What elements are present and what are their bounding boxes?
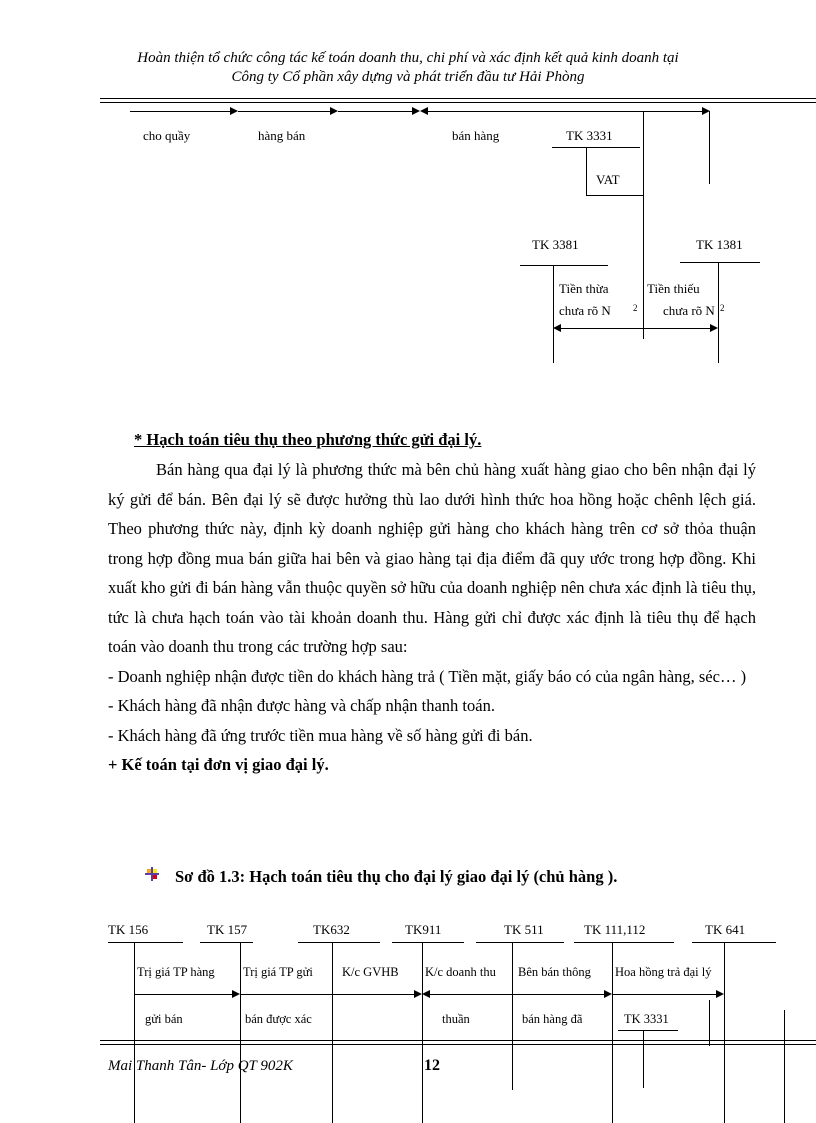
entry-3-line-1: K/c GVHB — [342, 965, 399, 979]
arrowhead-511-111 — [604, 990, 612, 998]
section-heading: * Hạch toán tiêu thụ theo phương thức gửi đại lý. — [134, 430, 482, 449]
account-tk911: TK911 — [405, 922, 442, 937]
tk911-vline — [422, 942, 423, 1123]
tk156-vline — [134, 942, 135, 1123]
d1-label-chua-ro-1: chưa rõ N — [559, 303, 611, 318]
header-line-2: Công ty Cổ phần xây dựng và phát triển đầu tư Hải Phòng — [231, 69, 585, 85]
d1-label-tk1381: TK 1381 — [696, 237, 743, 252]
arrow-111-641 — [612, 994, 716, 995]
footer-author: Mai Thanh Tân- Lớp QT 902K — [108, 1058, 293, 1074]
d1-bottom-arrowhead-left — [553, 324, 561, 332]
tk111-112-rule — [574, 942, 674, 943]
d1-vline-right — [709, 111, 710, 184]
arrow-511-111 — [512, 994, 604, 995]
entry-4-line-1: K/c doanh thu — [425, 965, 496, 979]
arrow-156-157 — [134, 994, 232, 995]
d1-label-sup-2: 2 — [720, 303, 725, 313]
account-tk632: TK632 — [313, 922, 350, 937]
d1-label-tien-thua: Tiền thừa — [559, 281, 609, 296]
bullet-icon — [144, 866, 160, 882]
arrow-511-911 — [430, 994, 512, 995]
d1-tk1381-vline — [718, 262, 719, 363]
tk157-rule — [200, 942, 253, 943]
d1-label-tien-thieu: Tiền thiếu — [647, 281, 700, 296]
tk511-vline — [512, 942, 513, 1090]
subheading: + Kế toán tại đơn vị giao đại lý. — [108, 755, 329, 774]
header-rule-bottom — [100, 102, 816, 103]
d1-tk1381-rule — [680, 262, 760, 263]
d1-bottom-arrowhead-right — [710, 324, 718, 332]
d1-label-tk3331: TK 3331 — [566, 128, 613, 143]
account-tk641: TK 641 — [705, 922, 746, 937]
tk641-vline — [724, 942, 725, 1123]
arrow-632-911 — [332, 994, 414, 995]
tk641-rule — [692, 942, 776, 943]
entry-2-line-1: Trị giá TP gửi — [243, 965, 313, 979]
d1-label-vat: VAT — [596, 172, 620, 187]
d1-vat-line — [586, 195, 643, 196]
account-tk156: TK 156 — [108, 922, 149, 937]
d1-arrow-line-3 — [338, 111, 412, 112]
d1-arrowhead-3 — [412, 107, 420, 115]
diagram-title: Sơ đồ 1.3: Hạch toán tiêu thụ cho đại lý giao đại lý (chủ hàng ). — [175, 867, 618, 886]
tk157-vline — [240, 942, 241, 1123]
tk632-rule — [298, 942, 380, 943]
tk3331-vline — [643, 1030, 644, 1088]
footer-rule-top — [100, 1040, 816, 1041]
d1-arrow-line-2 — [238, 111, 330, 112]
d1-label-sup-1: 2 — [633, 303, 638, 313]
tk3331-rule — [618, 1030, 678, 1031]
account-tk157: TK 157 — [207, 922, 248, 937]
footer-rule-bottom — [100, 1044, 816, 1045]
header-line-1: Hoàn thiện tổ chức công tác kế toán doanh thu, chi phí và xác định kết quả kinh doanh tại — [137, 50, 679, 66]
tk632-vline — [332, 942, 333, 1123]
tk156-rule — [108, 942, 183, 943]
tk111-112-vline — [612, 942, 613, 1123]
d1-arrowhead-2 — [330, 107, 338, 115]
arrowhead-156-157 — [232, 990, 240, 998]
account-tk111-112: TK 111,112 — [584, 922, 646, 937]
entry-1-line-2: gửi bán — [145, 1012, 183, 1026]
d1-label-chua-ro-2: chưa rõ N — [663, 303, 715, 318]
entry-6-line-1: Hoa hồng trả đại lý — [615, 965, 712, 979]
d1-vline-center — [643, 111, 644, 339]
d1-arrowhead-4 — [420, 107, 428, 115]
entry-4-line-2: thuần — [442, 1012, 470, 1026]
d1-bottom-arrow-line — [561, 328, 710, 329]
tk511-rule — [476, 942, 564, 943]
d1-arrow-line-1 — [130, 111, 230, 112]
d1-label-cho-quay: cho quầy — [143, 128, 191, 143]
account-tk511: TK 511 — [504, 922, 544, 937]
list-item-1: - Doanh nghiệp nhận được tiền do khách hàng trả ( Tiền mặt, giấy báo có của ngân hàng, séc… ) — [108, 666, 747, 686]
entry-5-line-2: bán hàng đã — [522, 1012, 583, 1026]
header-rule-top — [100, 98, 816, 99]
entry-2-line-2: bán được xác — [245, 1012, 312, 1026]
d1-label-tk3381: TK 3381 — [532, 237, 579, 252]
tk3331-label: TK 3331 — [624, 1012, 669, 1026]
d1-tk3381-vline — [553, 265, 554, 363]
d1-tk3381-rule — [520, 265, 608, 266]
d1-label-hang-ban: hàng bán — [258, 128, 306, 143]
entry-1-line-1: Trị giá TP hàng — [137, 965, 215, 979]
d1-label-ban-hang: bán hàng — [452, 128, 500, 143]
arrowhead-111-641 — [716, 990, 724, 998]
entry-5-line-1: Bên bán thông — [518, 965, 591, 979]
d1-tk3331-rule — [552, 147, 640, 148]
arrowhead-511-911 — [422, 990, 430, 998]
list-item-3: - Khách hàng đã ứng trước tiền mua hàng về số hàng gửi đi bán. — [108, 725, 533, 745]
list-item-2: - Khách hàng đã nhận được hàng và chấp nhận thanh toán. — [108, 696, 495, 715]
arrowhead-632-911 — [414, 990, 422, 998]
d1-arrow-line-4 — [428, 111, 702, 112]
d1-tk3331-vline — [586, 147, 587, 195]
paragraph-1: Bán hàng qua đại lý là phương thức mà bên chủ hàng xuất hàng giao cho bên nhận đại lý ký gửi để bán. Bên đại lý sẽ được hưởng thù lao dưới hình thức hoa hồng hoặc chênh lệch giá. Theo phương thức này, định kỳ doanh nghiệp gửi hàng cho khách hàng trên cơ sở thỏa thuận trong hợp đồng mua bán giữa hai bên và giao hàng tại địa điểm đã quy ước trong hợp đồng. Khi xuất kho gửi đi bán hàng vẫn thuộc quyền sở hữu của doanh nghiệp nên chưa xác định là tiêu thụ, tức là chưa hạch toán vào tài khoản doanh thu. Hàng gửi chỉ được xác định là tiêu thụ để hạch toán vào doanh thu trong các trường hợp sau: — [108, 460, 756, 656]
section-body — [108, 455, 756, 780]
page-number: 12 — [424, 1057, 440, 1074]
arrow-157-632 — [240, 994, 332, 995]
tk911-rule — [392, 942, 464, 943]
vline-extra-2 — [784, 1010, 785, 1123]
d1-arrowhead-1 — [230, 107, 238, 115]
